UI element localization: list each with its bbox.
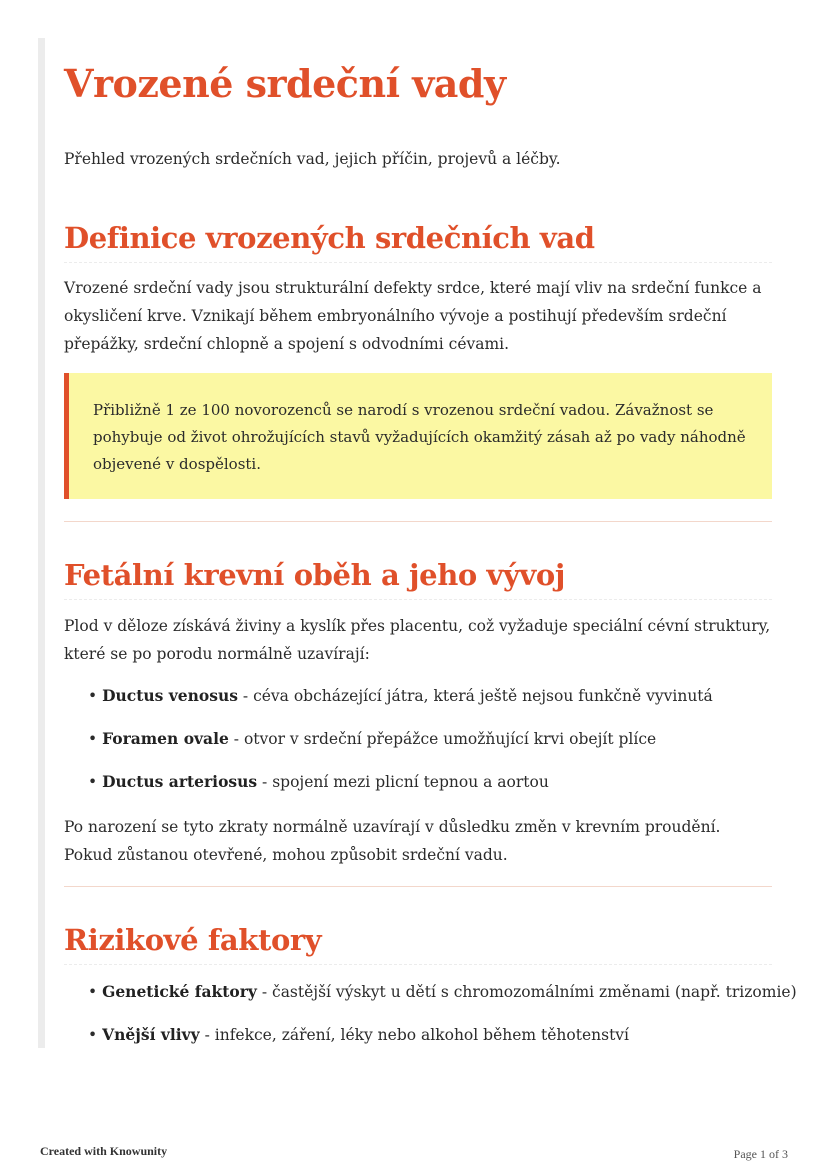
list-item-term: Ductus arteriosus (102, 772, 258, 791)
info-callout: Přibližně 1 ze 100 novorozenců se narodí s vrozenou srdeční vadou. Závažnost se pohybuje od život ohrožujících stavů vyžadujících okamžitý zásah až po vady náhodně objevené v dospělosti. (64, 373, 772, 499)
list-item-desc: - otvor v srdeční přepážce umožňující krvi obejít plíce (228, 730, 657, 748)
page-margin-bar (38, 38, 45, 1048)
section-divider (64, 886, 772, 887)
list-item-term: Ductus venosus (102, 686, 238, 705)
intro-text: Přehled vrozených srdečních vad, jejich příčin, projevů a léčby. (64, 150, 561, 168)
list-item: • Genetické faktory - častější výskyt u dětí s chromozomálními změnami (např. trizomie) (88, 982, 797, 1001)
section-heading-risk-factors: Rizikové faktory (64, 918, 772, 965)
list-item-term: Genetické faktory (102, 982, 257, 1001)
definition-paragraph: Vrozené srdeční vady jsou strukturální defekty srdce, které mají vliv na srdeční funkce a okysličení krve. Vznikají během embryonálního vývoje a postihují především srdeční přepážky, srdeční chlopně a spojení s odvodními cévami. (64, 279, 762, 353)
after-birth-paragraph: Po narození se tyto zkraty normálně uzavírají v důsledku změn v krevním proudění. Pokud zůstanou otevřené, mohou způsobit srdeční vadu. (64, 818, 721, 864)
list-item-desc: - infekce, záření, léky nebo alkohol během těhotenství (199, 1026, 630, 1044)
page-number: Page 1 of 3 (733, 1147, 788, 1161)
list-item-desc: - spojení mezi plicní tepnou a aortou (257, 773, 549, 791)
list-item: • Vnější vlivy - infekce, záření, léky nebo alkohol během těhotenství (88, 1025, 630, 1044)
section-divider (64, 521, 772, 522)
list-item-desc: - častější výskyt u dětí s chromozomálními změnami (např. trizomie) (256, 983, 797, 1001)
list-item-desc: - céva obcházející játra, která ještě nejsou funkčně vyvinutá (237, 687, 713, 705)
page-title: Vrozené srdeční vady (64, 61, 506, 106)
section-heading-definition: Definice vrozených srdečních vad (64, 216, 772, 263)
list-item: • Ductus arteriosus - spojení mezi plicní tepnou a aortou (88, 772, 549, 791)
list-item: • Ductus venosus - céva obcházející játra, která ještě nejsou funkčně vyvinutá (88, 686, 713, 705)
list-item-term: Foramen ovale (102, 729, 229, 748)
fetal-structures-list (88, 683, 772, 812)
risk-factors-list (88, 979, 797, 1065)
section-heading-fetal-circulation: Fetální krevní oběh a jeho vývoj (64, 553, 772, 600)
fetal-circulation-paragraph: Plod v děloze získává živiny a kyslík přes placentu, což vyžaduje speciální cévní struktury, které se po porodu normálně uzavírají: (64, 617, 771, 663)
list-item: • Foramen ovale - otvor v srdeční přepážce umožňující krvi obejít plíce (88, 729, 657, 748)
footer-brand: Created with Knowunity (40, 1144, 168, 1158)
list-item-term: Vnější vlivy (102, 1025, 200, 1044)
